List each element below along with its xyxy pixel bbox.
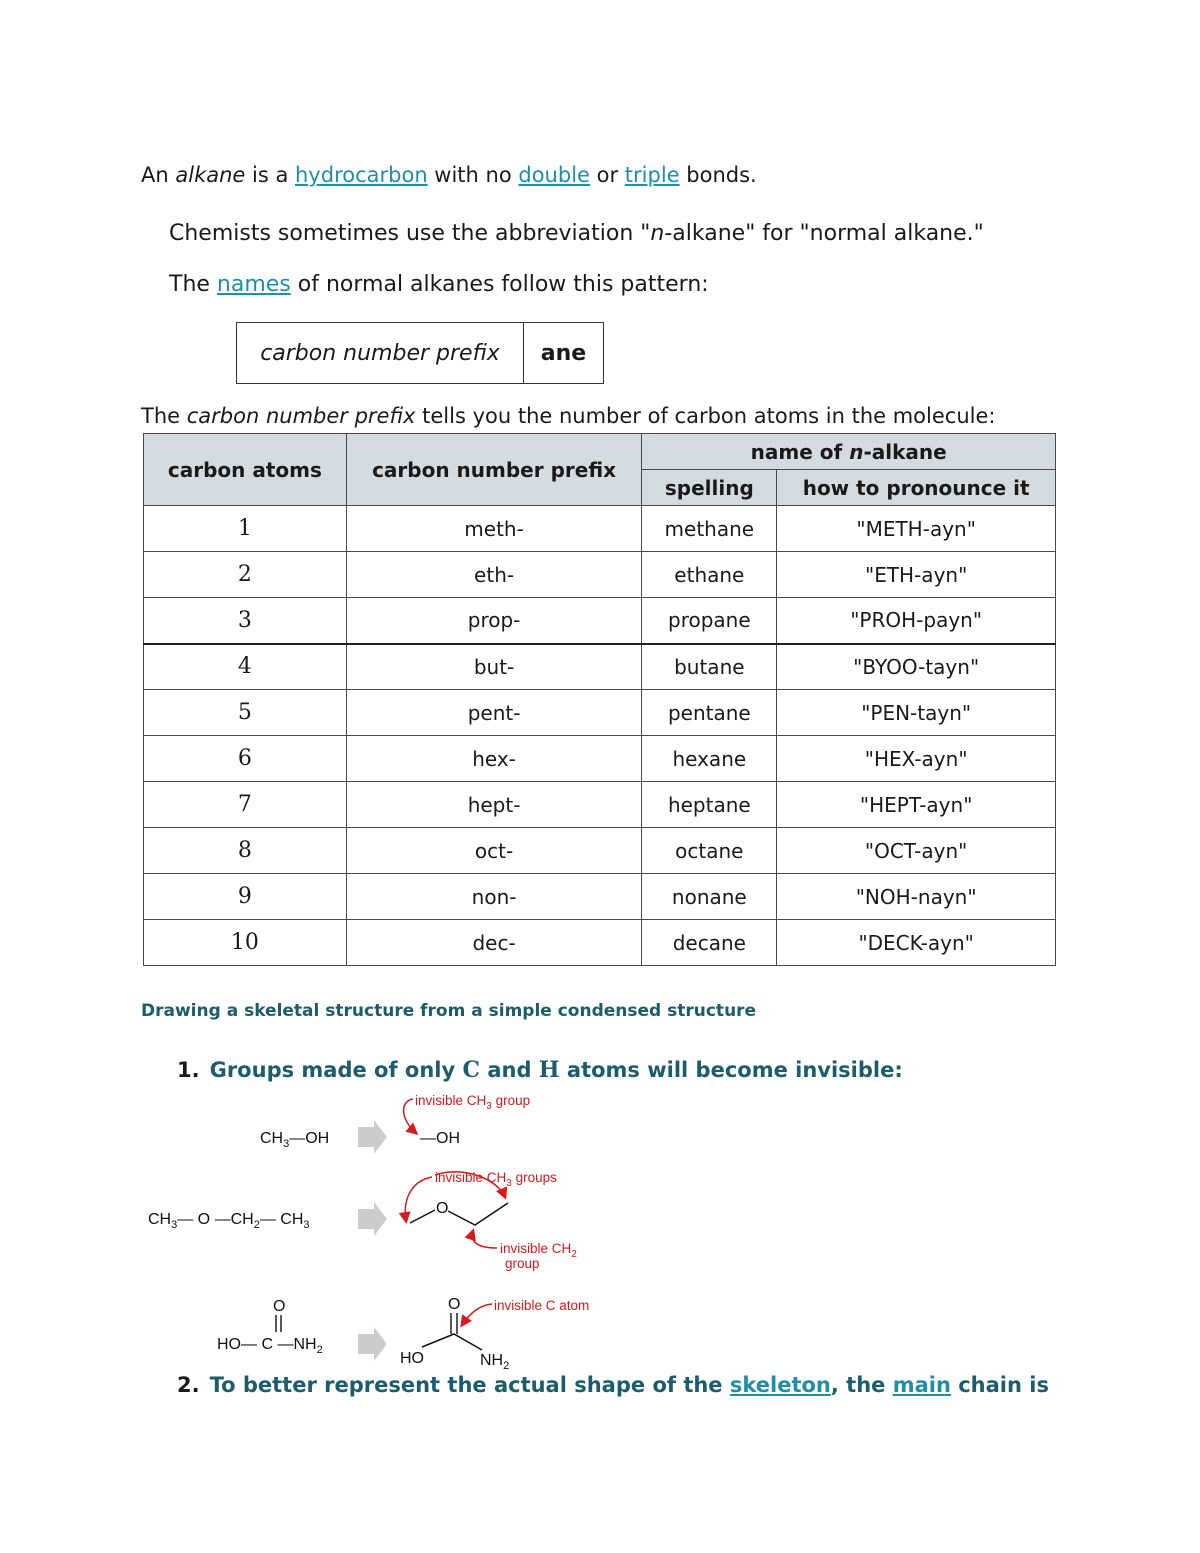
cell-pronunciation: "OCT-ayn" <box>777 828 1056 874</box>
section-heading: Drawing a skeletal structure from a simple condensed structure <box>141 1001 757 1021</box>
pattern-sentence <box>169 272 709 297</box>
cell-carbon-atoms: 3 <box>144 598 347 644</box>
ex2-bond <box>448 1203 508 1225</box>
intro-sentence <box>141 163 757 187</box>
table-row <box>144 920 1056 966</box>
cell-prefix: but- <box>346 644 642 690</box>
table-row <box>144 506 1056 552</box>
step-1 <box>177 1057 903 1083</box>
ex2-condensed: $CH_3—$ O $—CH_2—$ $CH_3$ <box>148 1211 310 1231</box>
cell-carbon-atoms: 7 <box>144 782 347 828</box>
abbrev-text: Chemists sometimes use the abbreviation " <box>169 221 651 246</box>
table-row <box>144 552 1056 598</box>
step-2 <box>177 1373 1049 1397</box>
prefix-explanation <box>141 404 995 428</box>
example-amide <box>217 1296 589 1372</box>
header-name-of-n-alkane <box>642 434 1056 470</box>
skeletal-structure-diagram <box>130 1085 630 1375</box>
pattern-suffix-cell: ane <box>540 340 587 366</box>
ex3-oxygen: O <box>273 1298 286 1315</box>
cell-carbon-atoms: 4 <box>144 644 347 690</box>
step-number: 1. <box>177 1058 200 1082</box>
cell-prefix: pent- <box>346 690 642 736</box>
cell-spelling: methane <box>642 506 777 552</box>
hydrogen-symbol: H <box>538 1057 560 1083</box>
cell-prefix: eth- <box>346 552 642 598</box>
table-row <box>144 690 1056 736</box>
name-pattern-box <box>236 322 604 384</box>
cell-spelling: decane <box>642 920 777 966</box>
table-row <box>144 736 1056 782</box>
intro-text: with no <box>427 163 519 187</box>
cell-pronunciation: "METH-ayn" <box>777 506 1056 552</box>
header-spelling: spelling <box>642 470 777 506</box>
alkane-table-body <box>144 506 1056 966</box>
main-link[interactable]: main <box>892 1373 951 1397</box>
cell-spelling: butane <box>642 644 777 690</box>
step-text: chain is <box>950 1373 1049 1397</box>
header-carbon-number-prefix: carbon number prefix <box>346 434 642 506</box>
cell-carbon-atoms: 2 <box>144 552 347 598</box>
ex1-ch: $CH_3—OH$ <box>260 1130 330 1150</box>
ex2-bond <box>410 1210 435 1223</box>
ex2-note-bottom: invisible $CH_2$ <box>500 1241 577 1260</box>
cell-pronunciation: "NOH-nayn" <box>777 874 1056 920</box>
cell-prefix: non- <box>346 874 642 920</box>
cell-carbon-atoms: 1 <box>144 506 347 552</box>
abbrev-text: -alkane" for "normal alkane." <box>664 221 984 246</box>
cell-carbon-atoms: 5 <box>144 690 347 736</box>
n-italic: n <box>650 221 665 246</box>
carbon-symbol: C <box>462 1057 481 1083</box>
cell-carbon-atoms: 9 <box>144 874 347 920</box>
cell-prefix: meth- <box>346 506 642 552</box>
ex3-result-oxygen: O <box>448 1296 461 1313</box>
cell-pronunciation: "PEN-tayn" <box>777 690 1056 736</box>
table-row <box>144 598 1056 644</box>
example-methanol <box>260 1093 530 1154</box>
ex3-result-ho: HO <box>400 1350 424 1367</box>
tells-text: tells you the number of carbon atoms in the molecule: <box>415 404 996 428</box>
intro-text: is a <box>245 163 295 187</box>
triple-link[interactable]: triple <box>624 163 680 187</box>
cell-spelling: heptane <box>642 782 777 828</box>
names-link[interactable]: names <box>216 272 291 297</box>
cell-prefix: hex- <box>346 736 642 782</box>
pattern-text: of normal alkanes follow this pattern: <box>290 272 709 297</box>
table-row <box>144 782 1056 828</box>
header-pronunciation: how to pronounce it <box>777 470 1056 506</box>
tells-emphasis: carbon number prefix <box>186 404 416 428</box>
cell-prefix: oct- <box>346 828 642 874</box>
table-row <box>144 644 1056 690</box>
table-row <box>144 874 1056 920</box>
ex1-result: —OH <box>420 1130 460 1147</box>
cell-prefix: dec- <box>346 920 642 966</box>
ex3-result-nh: $NH_2$ <box>480 1352 510 1372</box>
group-header-text: -alkane <box>863 439 947 464</box>
cell-carbon-atoms: 6 <box>144 736 347 782</box>
ex2-note-top: invisible $CH_3$ groups <box>435 1170 557 1189</box>
cell-spelling: octane <box>642 828 777 874</box>
cell-prefix: hept- <box>346 782 642 828</box>
cell-pronunciation: "HEPT-ayn" <box>777 782 1056 828</box>
alkane-term: alkane <box>175 163 246 187</box>
ex1-note: invisible $CH_3$ group <box>415 1093 531 1112</box>
step-text: , the <box>830 1373 893 1397</box>
step-1-text <box>210 1058 903 1082</box>
pattern-prefix-cell: carbon number prefix <box>237 323 524 383</box>
ex3-note: invisible C atom <box>494 1298 590 1313</box>
ex3-condensed: HO— C $—NH_2$ <box>217 1336 323 1356</box>
cell-spelling: pentane <box>642 690 777 736</box>
arrow-right-icon <box>358 1202 387 1236</box>
skeleton-link[interactable]: skeleton <box>729 1373 831 1397</box>
table-row <box>144 828 1056 874</box>
intro-text: An <box>141 163 176 187</box>
cell-spelling: nonane <box>642 874 777 920</box>
step-text: atoms will become invisible: <box>559 1058 903 1082</box>
arrow-right-icon <box>358 1120 387 1154</box>
pattern-text: The <box>169 272 217 297</box>
ex2-oxygen: O <box>436 1200 449 1217</box>
step-2-text <box>210 1373 1049 1397</box>
step-number: 2. <box>177 1373 200 1397</box>
cell-carbon-atoms: 8 <box>144 828 347 874</box>
step-text: To better represent the actual shape of the <box>209 1373 730 1397</box>
cell-pronunciation: "ETH-ayn" <box>777 552 1056 598</box>
step-text: Groups made of only <box>209 1058 463 1082</box>
arrow-right-icon <box>358 1327 387 1361</box>
example-ether <box>148 1170 577 1271</box>
step-text: and <box>480 1058 539 1082</box>
ex3-result-bond <box>422 1334 482 1350</box>
hydrocarbon-link[interactable]: hydrocarbon <box>295 163 428 187</box>
group-header-n: n <box>849 439 864 464</box>
group-header-text: name of <box>750 439 850 464</box>
cell-spelling: hexane <box>642 736 777 782</box>
ex2-note-arrow-bottom <box>472 1231 497 1248</box>
intro-text: or <box>589 163 625 187</box>
abbreviation-sentence <box>169 221 984 246</box>
double-link[interactable]: double <box>518 163 590 187</box>
intro-text: bonds. <box>679 163 757 187</box>
cell-pronunciation: "BYOO-tayn" <box>777 644 1056 690</box>
cell-carbon-atoms: 10 <box>144 920 347 966</box>
cell-pronunciation: "PROH-payn" <box>777 598 1056 644</box>
cell-pronunciation: "DECK-ayn" <box>777 920 1056 966</box>
ex3-note-arrow <box>462 1304 492 1325</box>
tells-text: The <box>141 404 187 428</box>
alkane-table <box>143 433 1056 966</box>
header-carbon-atoms: carbon atoms <box>144 434 347 506</box>
cell-pronunciation: "HEX-ayn" <box>777 736 1056 782</box>
cell-prefix: prop- <box>346 598 642 644</box>
cell-spelling: ethane <box>642 552 777 598</box>
ex2-note-bottom-line2: group <box>505 1256 540 1271</box>
cell-spelling: propane <box>642 598 777 644</box>
